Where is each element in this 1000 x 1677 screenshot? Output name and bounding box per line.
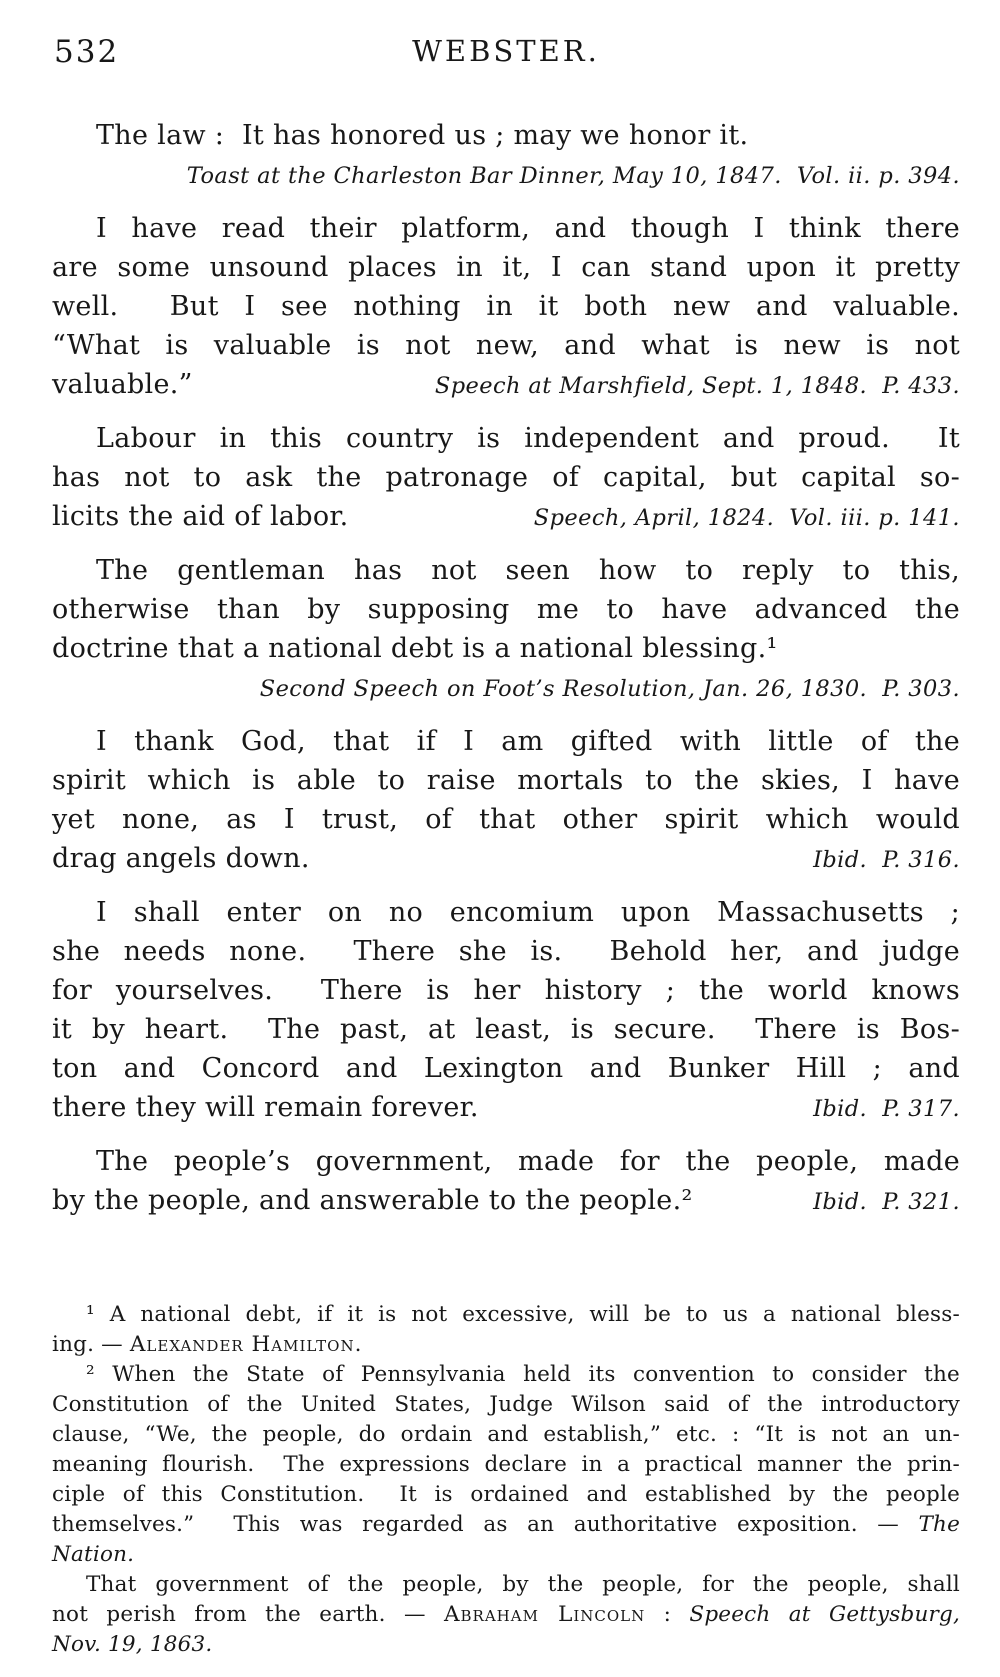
quote-line bbox=[52, 1181, 960, 1222]
quote-line: The gentleman has not seen how to reply to this, bbox=[96, 555, 960, 586]
footnotes-section bbox=[52, 1300, 960, 1660]
quote-line: I shall enter on no encomium upon Massachusetts ; bbox=[96, 897, 960, 928]
smallcaps-name: Alexander Hamilton bbox=[129, 1332, 355, 1357]
italic-text: Speech at Gettysburg, bbox=[689, 1602, 960, 1627]
running-head: WEBSTER. bbox=[412, 34, 600, 68]
text-run: ciple of this Constitution. It is ordained and established by the people bbox=[52, 1482, 960, 1507]
footnote-paragraph bbox=[52, 1570, 960, 1660]
quote-line: has not to ask the patronage of capital, but capital so- bbox=[52, 462, 960, 493]
footnote-paragraph bbox=[52, 1360, 960, 1570]
italic-text: Nov. 19, 1863. bbox=[52, 1632, 213, 1657]
quote-line: she needs none. There she is. Behold her, and judge bbox=[52, 936, 960, 967]
quote-line: yet none, as I trust, of that other spirit which would bbox=[52, 804, 960, 835]
text-run: ¹ A national debt, if it is not excessive, will be to us a national bless- bbox=[86, 1302, 960, 1327]
citation: Second Speech on Foot’s Resolution, Jan. 26, 1830. P. 303. bbox=[259, 676, 960, 702]
quotes-section bbox=[52, 116, 960, 1222]
text-run: ing. — bbox=[52, 1332, 130, 1357]
footnote-line bbox=[52, 1390, 960, 1420]
quote-paragraph bbox=[52, 722, 960, 880]
italic-text: Nation. bbox=[52, 1542, 135, 1567]
quote-line: I have read their platform, and though I think there bbox=[96, 213, 960, 244]
citation-line bbox=[52, 155, 960, 196]
quote-line: ton and Concord and Lexington and Bunker Hill ; and bbox=[52, 1053, 960, 1084]
text-run: Constitution of the United States, Judge Wilson said of the introductory bbox=[52, 1392, 960, 1417]
text-run: : bbox=[645, 1602, 690, 1627]
quote-line: for yourselves. There is her history ; the world knows bbox=[52, 975, 960, 1006]
quote-paragraph bbox=[52, 893, 960, 1129]
footnote-line bbox=[52, 1330, 960, 1360]
quote-line: I thank God, that if I am gifted with little of the bbox=[96, 726, 960, 757]
footnote-line bbox=[52, 1630, 960, 1660]
quote-line: The people’s government, made for the people, made bbox=[96, 1146, 960, 1177]
text-run: themselves.” This was regarded as an authoritative exposition. — bbox=[52, 1512, 919, 1537]
quote-paragraph bbox=[52, 116, 960, 196]
quote-paragraph bbox=[52, 209, 960, 406]
quote-line: “What is valuable is not new, and what is new is not bbox=[52, 330, 960, 361]
quote-text: there they will remain forever. bbox=[52, 1092, 479, 1123]
footnote-line bbox=[52, 1300, 960, 1330]
footnote-line bbox=[52, 1480, 960, 1510]
quote-text: valuable.” bbox=[52, 369, 193, 400]
footnote-line bbox=[52, 1540, 960, 1570]
italic-text: The bbox=[918, 1512, 960, 1537]
quote-line bbox=[52, 839, 960, 880]
citation: Ibid. P. 316. bbox=[813, 847, 960, 873]
text-run: . bbox=[354, 1332, 362, 1357]
quote-paragraph bbox=[52, 419, 960, 538]
quote-line bbox=[52, 1088, 960, 1129]
footnote-line bbox=[52, 1450, 960, 1480]
quote-paragraph bbox=[52, 551, 960, 709]
quote-line: The law : It has honored us ; may we honor it. bbox=[96, 120, 749, 151]
text-run: not perish from the earth. — bbox=[52, 1602, 444, 1627]
smallcaps-name: Abraham Lincoln bbox=[443, 1602, 646, 1627]
quote-line: Labour in this country is independent and proud. It bbox=[96, 423, 960, 454]
citation: Ibid. P. 317. bbox=[813, 1096, 960, 1122]
text-run: ² When the State of Pennsylvania held its convention to consider the bbox=[86, 1362, 960, 1387]
footnote-line bbox=[52, 1570, 960, 1600]
quote-line: spirit which is able to raise mortals to the skies, I have bbox=[52, 765, 960, 796]
text-run: clause, “We, the people, do ordain and establish,” etc. : “It is not an un- bbox=[52, 1422, 960, 1447]
quote-line: well. But I see nothing in it both new and valuable. bbox=[52, 291, 960, 322]
quote-line: it by heart. The past, at least, is secure. There is Bos- bbox=[52, 1014, 960, 1045]
citation: Speech, April, 1824. Vol. iii. p. 141. bbox=[533, 505, 960, 531]
citation: Ibid. P. 321. bbox=[813, 1189, 960, 1215]
quote-line: otherwise than by supposing me to have advanced the bbox=[52, 594, 960, 625]
quote-text: by the people, and answerable to the people.² bbox=[52, 1185, 693, 1216]
quote-text: drag angels down. bbox=[52, 843, 310, 874]
footnote-paragraph bbox=[52, 1300, 960, 1360]
quote-paragraph bbox=[52, 1142, 960, 1222]
quote-line: doctrine that a national debt is a national blessing.¹ bbox=[52, 633, 778, 664]
text-run: meaning flourish. The expressions declare in a practical manner the prin- bbox=[52, 1452, 960, 1477]
page-header bbox=[52, 32, 960, 76]
page-number: 532 bbox=[54, 34, 120, 70]
citation: Toast at the Charleston Bar Dinner, May 10, 1847. Vol. ii. p. 394. bbox=[186, 163, 960, 189]
quote-text: licits the aid of labor. bbox=[52, 501, 349, 532]
quote-line bbox=[52, 497, 960, 538]
page-content bbox=[52, 0, 960, 1660]
citation-line bbox=[52, 668, 960, 709]
quote-line: are some unsound places in it, I can stand upon it pretty bbox=[52, 252, 960, 283]
quote-line bbox=[52, 365, 960, 406]
footnote-line bbox=[52, 1360, 960, 1390]
footnote-line bbox=[52, 1600, 960, 1630]
footnote-line bbox=[52, 1420, 960, 1450]
footnote-line bbox=[52, 1510, 960, 1540]
citation: Speech at Marshfield, Sept. 1, 1848. P. 433. bbox=[434, 373, 960, 399]
text-run: That government of the people, by the people, for the people, shall bbox=[86, 1572, 960, 1597]
